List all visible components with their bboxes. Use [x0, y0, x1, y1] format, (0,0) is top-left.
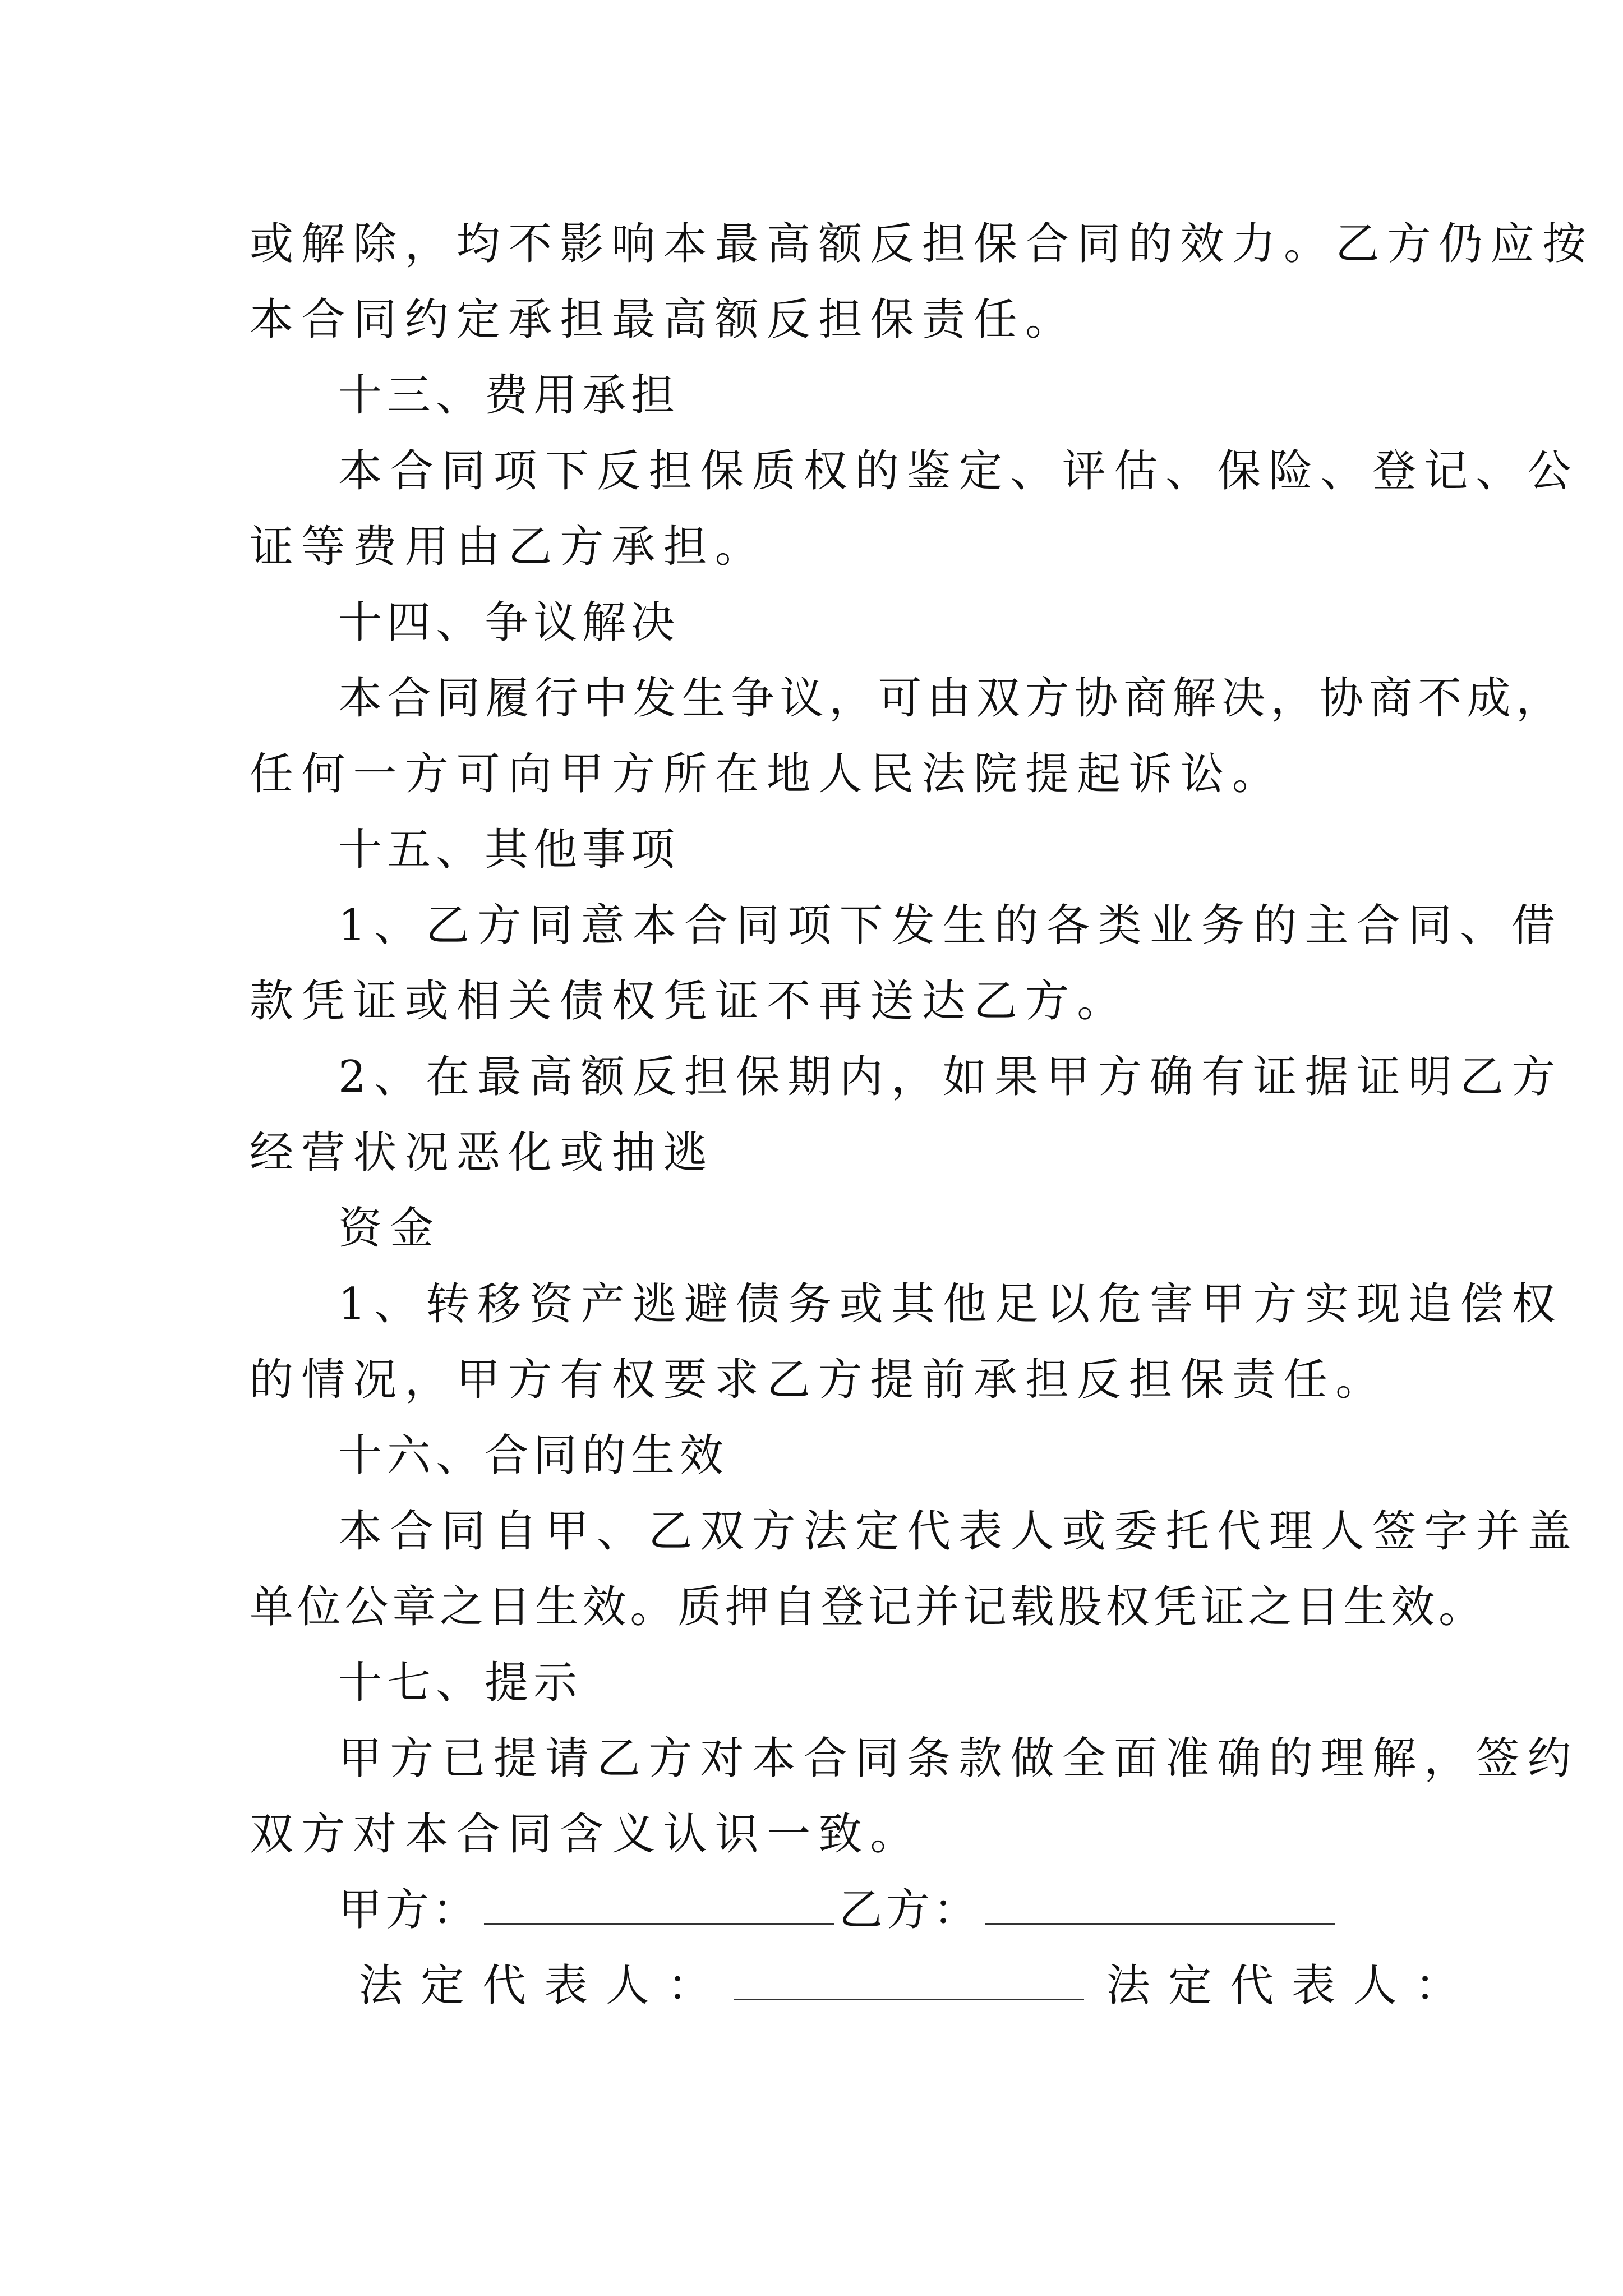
body-text-line: 证等费用由乙方承担。	[250, 522, 767, 572]
body-text-line: 资金	[338, 1203, 442, 1254]
body-text-line: 本合同约定承担最高额反担保责任。	[250, 295, 1077, 345]
section-heading: 十五、其他事项	[338, 825, 680, 875]
section-heading: 十三、费用承担	[338, 370, 680, 421]
party-b-label: 乙方：	[839, 1885, 981, 1935]
body-text-line: 本合同自甲、乙双方法定代表人或委托代理人签字并盖	[338, 1506, 1579, 1557]
party-b-rep-label: 法定代表人：	[1106, 1961, 1477, 2011]
body-text-line: 双方对本合同含义认识一致。	[250, 1809, 922, 1860]
body-text-line: 1、乙方同意本合同项下发生的各类业务的主合同、借	[338, 900, 1564, 951]
section-heading: 十四、争议解决	[338, 597, 680, 648]
party-a-rep-signature-blank	[734, 1959, 1084, 2000]
body-text-line: 单位公章之日生效。质押自登记并记载股权凭证之日生效。	[250, 1582, 1486, 1632]
signature-representatives-line	[359, 1958, 1477, 2014]
body-text-line: 的情况，甲方有权要求乙方提前承担反担保责任。	[250, 1355, 1387, 1405]
body-text-line: 任何一方可向甲方所在地人民法院提起诉讼。	[250, 749, 1284, 799]
body-text-line: 款凭证或相关债权凭证不再送达乙方。	[250, 976, 1129, 1027]
party-a-signature-blank	[484, 1884, 834, 1925]
body-text-line: 2、在最高额反担保期内，如果甲方确有证据证明乙方	[338, 1052, 1564, 1102]
party-a-rep-label: 法定代表人：	[359, 1961, 730, 2011]
section-heading: 十七、提示	[338, 1658, 583, 1708]
body-text-line: 经营状况恶化或抽逃	[250, 1128, 715, 1178]
body-text-line: 或解除，均不影响本最高额反担保合同的效力。乙方仍应按	[250, 219, 1594, 269]
section-heading: 十六、合同的生效	[338, 1430, 729, 1481]
party-b-signature-blank	[985, 1884, 1335, 1925]
body-text-line: 1、转移资产逃避债务或其他足以危害甲方实现追偿权	[338, 1279, 1564, 1329]
signature-parties-line	[338, 1882, 1335, 1938]
body-text-line: 甲方已提请乙方对本合同条款做全面准确的理解，签约	[338, 1733, 1579, 1784]
body-text-line: 本合同履行中发生争议，可由双方协商解决，协商不成，	[338, 673, 1565, 724]
body-text-line: 本合同项下反担保质权的鉴定、评估、保险、登记、公	[338, 446, 1579, 496]
party-a-label: 甲方：	[338, 1885, 480, 1935]
